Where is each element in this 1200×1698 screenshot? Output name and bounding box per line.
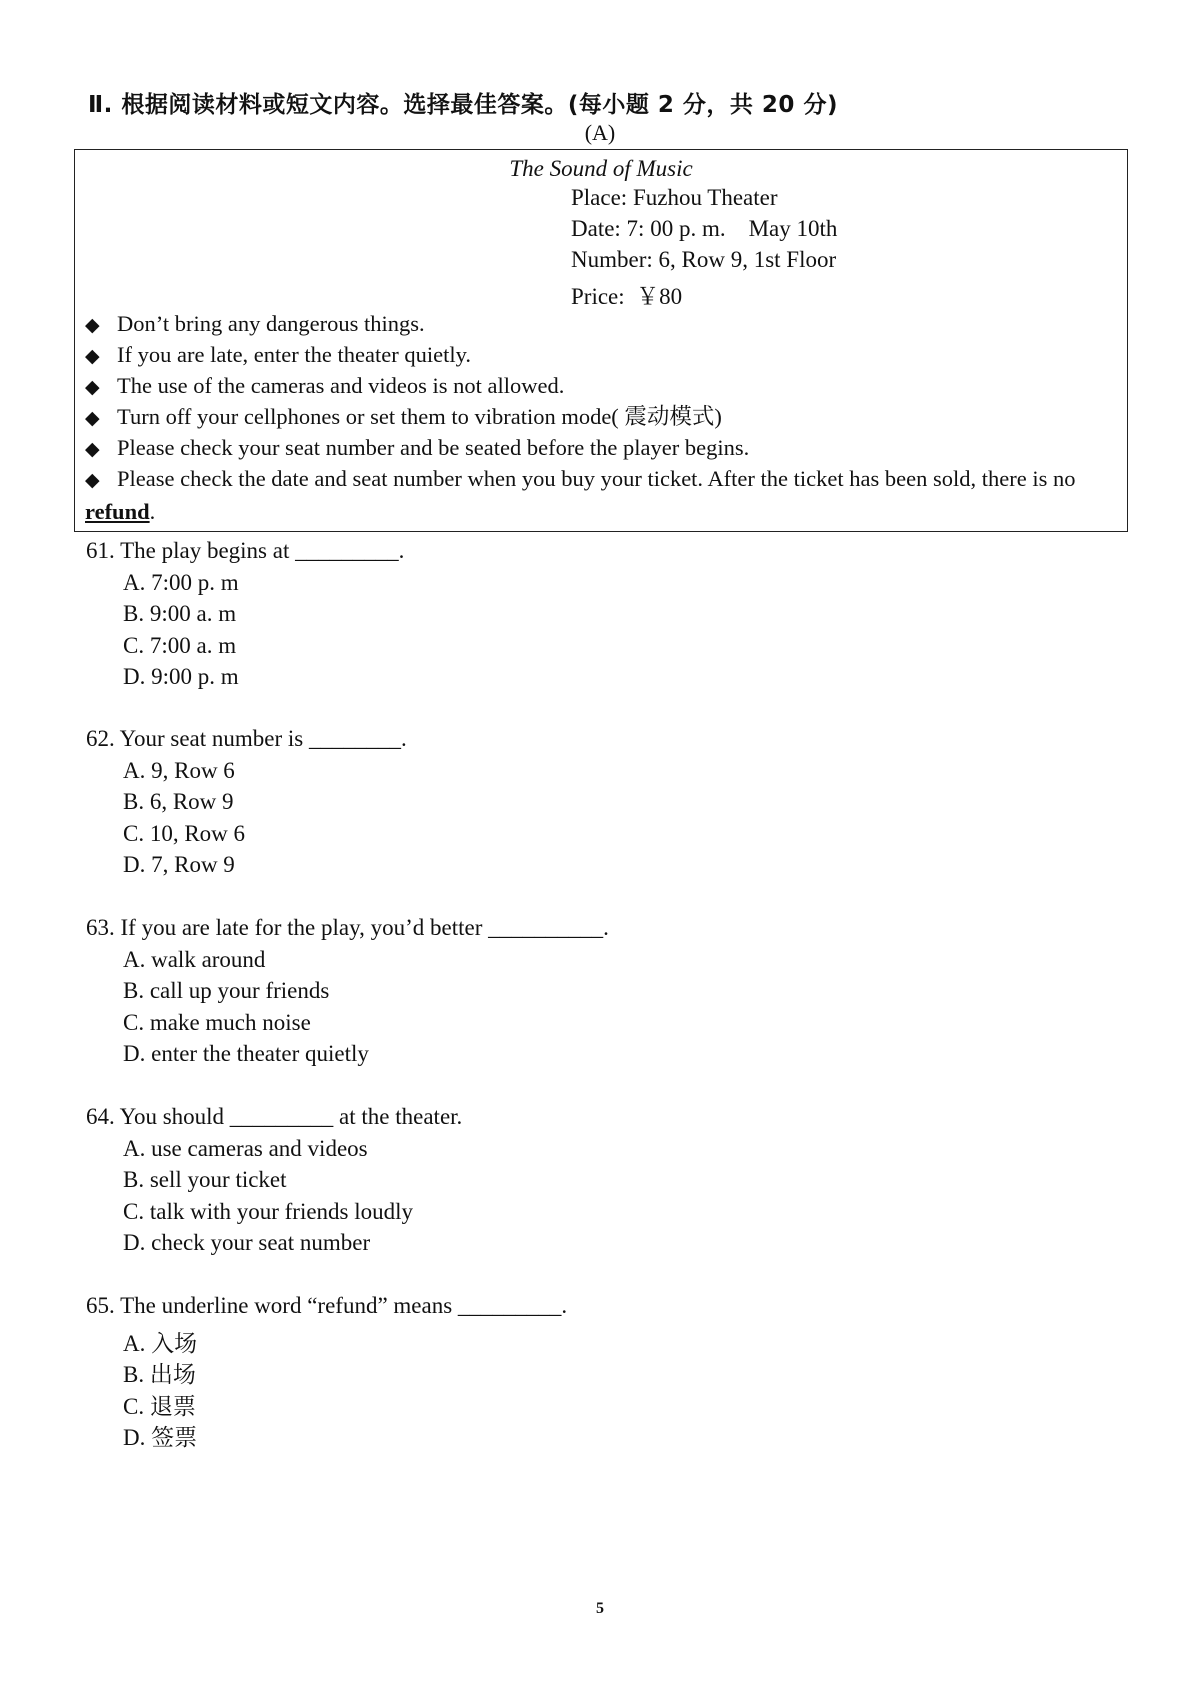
option: C. 7:00 a. m [123,633,237,658]
notice-price: Price: ￥80 [571,284,683,309]
notice-box [74,149,1128,532]
option: D. check your seat number [123,1230,371,1255]
option: A. 7:00 p. m [123,570,239,595]
notice-rule [85,339,1117,372]
diamond-bullet-icon: ◆ [85,469,100,491]
question-62: 62. Your seat number is ________. [86,726,407,751]
option: A. use cameras and videos [123,1136,368,1161]
notice-rule [85,308,1117,341]
question-61: 61. The play begins at _________. [86,538,405,563]
rule-text: Turn off your cellphones or set them to vibration mode( 震动模式) [117,404,722,429]
option: A. 9, Row 6 [123,758,235,783]
rule-text: Please check your seat number and be seated before the player begins. [117,435,750,460]
notice-date: Date: 7: 00 p. m. May 10th [571,216,838,241]
refund-word: refund [85,499,150,524]
option: C. make much noise [123,1010,311,1035]
notice-rule [85,370,1117,403]
option: D. enter the theater quietly [123,1041,369,1066]
rule-text: Don’t bring any dangerous things. [117,311,425,336]
option: B. 6, Row 9 [123,789,234,814]
diamond-bullet-icon: ◆ [85,407,100,429]
notice-rule [85,401,1117,434]
diamond-bullet-icon: ◆ [85,314,100,336]
option: A. walk around [123,947,266,972]
rule-period: . [149,499,156,524]
section-title: Ⅱ. 根据阅读材料或短文内容。选择最佳答案。(每小题 2 分，共 20 分) [88,92,838,118]
rule-text: If you are late, enter the theater quietly. [117,342,471,367]
option: C. talk with your friends loudly [123,1199,414,1224]
notice-rule [85,432,1117,465]
question-65: 65. The underline word “refund” means _________. [86,1293,568,1318]
question-63: 63. If you are late for the play, you’d better __________. [86,915,609,940]
question-64: 64. You should _________ at the theater. [86,1104,463,1129]
notice-rule-last [85,463,1117,527]
rule-text: Please check the date and seat number when you buy your ticket. After the ticket has been sold, there is no [117,466,1076,491]
option: D. 签票 [123,1425,198,1450]
option: C. 退票 [123,1394,196,1419]
option: C. 10, Row 6 [123,821,246,846]
option: B. call up your friends [123,978,330,1003]
notice-title: The Sound of Music [509,156,693,181]
option: B. 出场 [123,1362,196,1387]
notice-seat-number: Number: 6, Row 9, 1st Floor [571,247,837,272]
rule-text: The use of the cameras and videos is not allowed. [117,373,565,398]
diamond-bullet-icon: ◆ [85,345,100,367]
page-number: 5 [596,1600,604,1617]
diamond-bullet-icon: ◆ [85,438,100,460]
option: A. 入场 [123,1331,198,1356]
option: D. 7, Row 9 [123,852,235,877]
diamond-bullet-icon: ◆ [85,376,100,398]
option: D. 9:00 p. m [123,664,239,689]
notice-place: Place: Fuzhou Theater [571,185,778,210]
passage-label: (A) [584,120,616,145]
option: B. 9:00 a. m [123,601,237,626]
option: B. sell your ticket [123,1167,287,1192]
